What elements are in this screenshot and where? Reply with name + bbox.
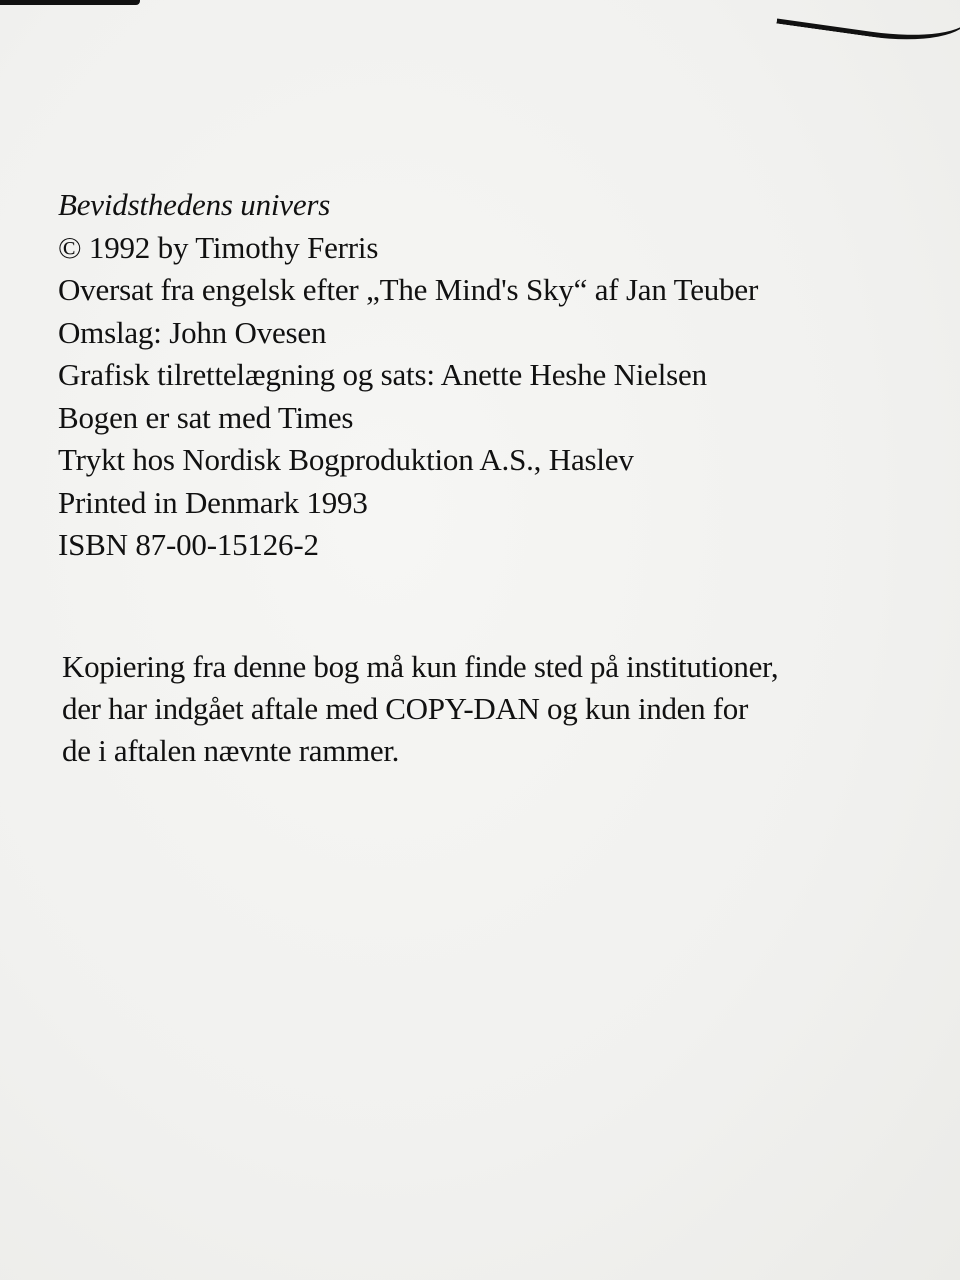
typesetting-line: Grafisk tilrettelægning og sats: Anette Heshe Nielsen: [58, 357, 707, 392]
printer-line: Trykt hos Nordisk Bogproduktion A.S., Haslev: [58, 442, 634, 477]
colophon-block: [58, 184, 898, 567]
notice-line: Kopiering fra denne bog må kun finde sted på institutioner,: [62, 649, 779, 684]
page-edge-shadow-left: [0, 0, 140, 5]
book-title: Bevidsthedens univers: [58, 187, 331, 222]
copy-notice: [62, 646, 882, 772]
notice-line: de i aftalen nævnte rammer.: [62, 733, 400, 768]
page-edge-shadow-right: [776, 0, 960, 50]
printed-in-line: Printed in Denmark 1993: [58, 484, 368, 520]
translation-line: Oversat fra engelsk efter „The Mind's Sky“ af Jan Teuber: [58, 272, 759, 307]
notice-line: der har indgået aftale med COPY-DAN og kun inden for: [62, 691, 749, 726]
copyright-line: © 1992 by Timothy Ferris: [58, 229, 379, 265]
typeface-line: Bogen er sat med Times: [58, 399, 354, 435]
isbn-line: ISBN 87-00-15126-2: [58, 527, 319, 562]
cover-line: Omslag: John Ovesen: [58, 314, 327, 350]
